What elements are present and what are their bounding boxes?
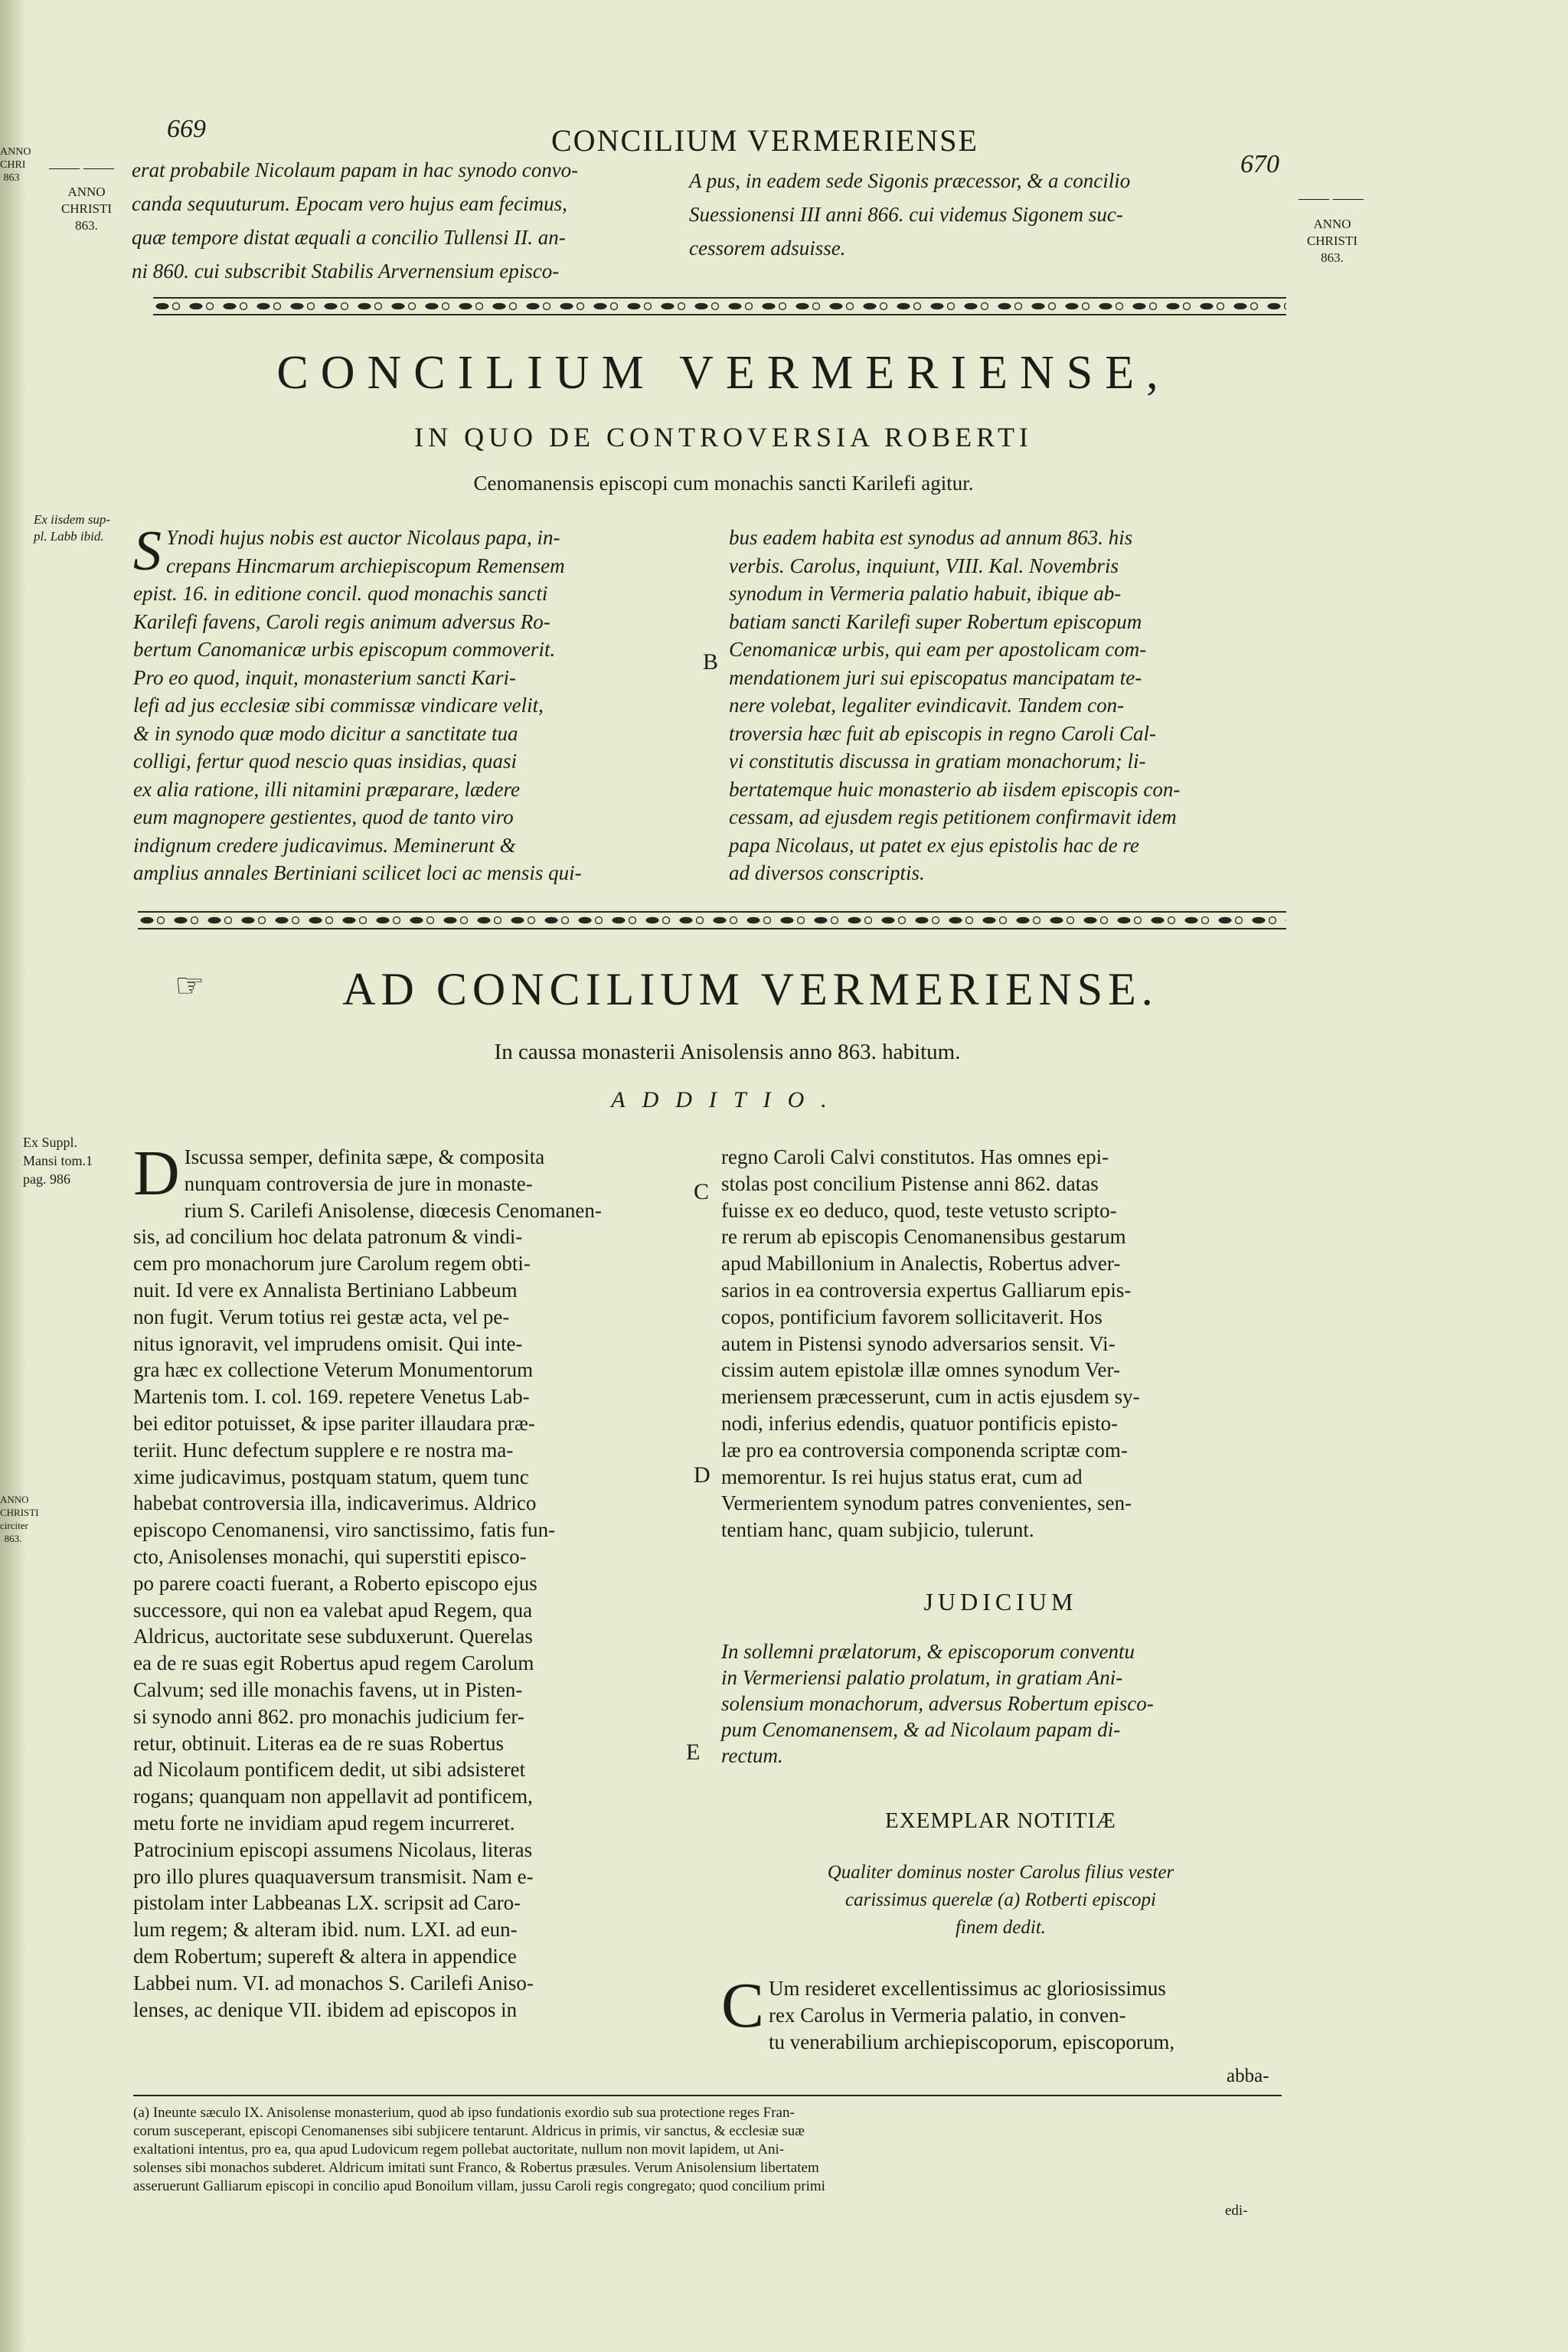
section-subtitle: IN QUO DE CONTROVERSIA ROBERTI (414, 422, 1033, 452)
margin-note-anno-circiter: ANNO CHRISTI circiter 863. (0, 1494, 39, 1544)
addition-subtitle: In caussa monasterii Anisolensis anno 863. habitum. (494, 1040, 961, 1064)
pointing-hand-icon: ☞ (175, 967, 205, 1004)
binding-gutter (0, 0, 39, 2352)
margin-letter-c: C (694, 1179, 710, 1204)
margin-note-source: Ex iisdem sup- pl. Labb ibid. (34, 512, 111, 544)
catchword-footnote: edi- (1225, 2203, 1248, 2219)
addition-title: AD CONCILIUM VERMERIENSE. (342, 964, 1158, 1014)
addition-label: ADDITIO. (611, 1087, 844, 1112)
anno-left-note: ANNO CHRISTI 863. (60, 185, 113, 233)
anno-right-note: ANNO CHRISTI 863. (1306, 217, 1358, 265)
judicium-text: In sollemni prælatorum, & episcoporum conventu in Vermeriensi palatio prolatum, in gratiam Ani- solensium monachorum, adversus Robertum episco- pum Cenomanensem, & ad Nicolaum papam di- rectum. (721, 1640, 1154, 1767)
drop-cap-s: S (133, 520, 162, 583)
section-title: CONCILIUM VERMERIENSE, (276, 347, 1171, 399)
page-number-right: 670 (1240, 150, 1279, 178)
margin-note-suppl: Ex Suppl. Mansi tom.1 pag. 986 (23, 1135, 93, 1187)
addition-right-column: regno Caroli Calvi constitutos. Has omnes epi- stolas post concilium Pistense anni 862. datas fuisse ex eo deduco, quod, teste vetusto scripto- re rerum ab episcopis Cenomanensibus gestarum apud Mabillonium in Analectis, Robertus adver- sarios in ea controversia expertus Galliarum epis- copos, pontificium favorem sollicitaverit. Hos autem in Pistensi synodo adversarios sensit. Vi- cissim autem epistolæ illæ omnes synodum Ver- meriensem præcesserunt, cum in actis ejusdem sy- nodi, inferius edendis, quatuor pontificis episto- læ pro ea controversia componenda scriptæ com- memorentur. Is rei hujus status erat, cum ad Vermerientem synodum patres convenientes, sen- tentiam hanc, quam subjicio, tulerunt. (721, 1145, 1140, 1542)
running-title: CONCILIUM VERMERIENSE (551, 123, 978, 158)
margin-letter-d: D (694, 1462, 710, 1488)
exemplar-subtitle: Qualiter dominus noster Carolus filius vester carissimus querelæ (a) Rotberti episcopi finem dedit. (827, 1862, 1174, 1938)
anno-left-dash: —— —— (49, 159, 114, 176)
continuation-right: A pus, in eadem sede Sigonis præcessor, & a concilio Suessionensi III anni 866. cui videmus Sigonem suc- cessorem adsuisse. (689, 169, 1131, 260)
continuation-left: erat probabile Nicolaum papam in hac synodo convo- canda sequuturum. Epocam vero hujus eam fecimus, quæ tempore distat æquali a concilio Tullensi II. an- ni 860. cui subscribit Stabilis Arvernensium episco- (132, 158, 579, 283)
page-number-left: 669 (167, 115, 206, 143)
anno-right-dash: —— —— (1298, 190, 1364, 207)
drop-cap-c: C (721, 1970, 765, 2041)
section-subtitle-2: Cenomanensis episcopi cum monachis sancti Karilefi agitur. (473, 472, 974, 495)
section1-left-column: S Ynodi hujus nobis est auctor Nicolaus papa, in- crepans Hincmarum archiepiscopum Remensem epist. 16. in editione concil. quod monachis sancti Karilefi favens, Caroli regis animum adversus Ro- bertum Canomanicæ urbis episcopum commoverit. Pro eo quod, inquit, monasterium sancti Kari- lefi ad jus ecclesiæ sibi commissæ vindicare velit, & in synodo quæ modo dicitur a sanctitate tua colligi, fertur quod nescio quas insidias, quasi ex alia ratione, illi nitamini præparare, lædere eum magnopere gestientes, quod de tanto viro indignum credere judicavimus. Meminerunt & amplius annales Bertiniani scilicet loci ac mensis qui- (133, 520, 582, 884)
footnote-rule (133, 2095, 1282, 2096)
drop-cap-d: D (133, 1138, 180, 1209)
edge-anno-note: ANNO CHRI 863 (0, 146, 31, 184)
margin-letter-b: B (703, 649, 719, 675)
cum-paragraph: C Um resideret excellentissimus ac gloriosissimus rex Carolus in Vermeria palatio, in conven- tu venerabilium archiepiscoporum, episcoporum, (721, 1970, 1175, 2053)
exemplar-heading: EXEMPLAR NOTITIÆ (885, 1808, 1116, 1833)
ornament-divider-middle (138, 911, 1286, 929)
ornament-divider-top (153, 297, 1286, 315)
section1-right-column: bus eadem habita est synodus ad annum 863. his verbis. Carolus, inquiunt, VIII. Kal. Novembris synodum in Vermeria palatio habuit, ibique ab- batiam sancti Karilefi super Robertum episcopum Cenomanicæ urbis, qui eam per apostolicam com- mendationem juri sui episcopatus mancipatam te- nere volebat, legaliter evindicavit. Tandem con- troversia hæc fuit ab episcopis in regno Caroli Cal- vi constitutis discussa in gratiam monachorum; li- bertatemque huic monasterio ab iisdem episcopis con- cessam, ad ejusdem regis petitionem confirmavit idem papa Nicolaus, ut patet ex ejus epistolis hac de re ad diversos conscriptis. (729, 526, 1181, 884)
addition-left-column: D Iscussa semper, definita sæpe, & composita nunquam controversia de jure in monaste- rium S. Carilefi Anisolense, diœcesis Cenomanen- sis, ad concilium hoc delata patronum & vindi- cem pro monachorum jure Carolum regem obti- nuit. Id vere ex Annalista Bertiniano Labbeum non fugit. Verum totius rei gestæ acta, vel pe- nitus ignoravit, vel imprudens omisit. Qui inte- gra hæc ex collectione Veterum Monumentorum Martenis tom. I. col. 169. repetere Venetus Lab- bei editor potuisset, & ipse pariter illaudara præ- teriit. Hunc defectum supplere e re nostra ma- xime judicavimus, postquam statum, quem tunc habebat controversia illa, indicaverimus. Aldrico episcopo Cenomanensi, viro sanctissimo, fatis fun- cto, Anisolenses monachi, qui superstiti episco- po parere coacti fuerant, a Roberto episcopo ejus successore, qui non ea valebat apud Regem, qua Aldricus, auctoritate sese subduxerunt. Querelas ea de re suas egit Robertus apud regem Carolum Calvum; sed ille monachis favens, ut in Pisten- si synodo anni 862. pro monachis judicium fer- retur, obtinuit. Literas ea de re suas Robertus ad Nicolaum pontificem dedit, ut sibi adsisteret rogans; quanquam non appellavit ad pontificem, metu forte ne invidiam apud regem incurreret. Patrocinium episcopi assumens Nicolaus, literas pro illo plures quaquaversum transmisit. Nam e- pistolam inter Labbeanas LX. scripsit ad Caro- lum regem; & alteram ibid. num. LXI. ad eun- dem Robertum; supereft & altera in appendice Labbei num. VI. ad monachos S. Carilefi Aniso- lenses, ac denique VII. ibidem ad episcopos in (133, 1138, 602, 2021)
judicium-heading: JUDICIUM (923, 1588, 1078, 1615)
margin-letter-e: E (686, 1740, 701, 1765)
footnote: (a) Ineunte sæculo IX. Anisolense monasterium, quod ab ipso fundationis exordio sub sua protectione reges Fran- corum susceperant, episcopi Cenomanenses sibi subjicere tentarunt. Aldricus in primis, vir sanctus, & ecclesiæ suæ exaltationi intentus, pro ea, qua apud Ludovicum regem pollebat auctoritate, nullum non movit lapidem, ut Ani- solenses sibi monachos subderet. Aldricum imitati sunt Franco, & Robertus præsules. Verum Anisolensium libertatem asseruerunt Galliarum episcopi in concilio apud Bonoilum villam, jussu Caroli regis congregato; quod concilium primi (133, 2105, 825, 2194)
catchword-column: abba- (1227, 2066, 1269, 2086)
